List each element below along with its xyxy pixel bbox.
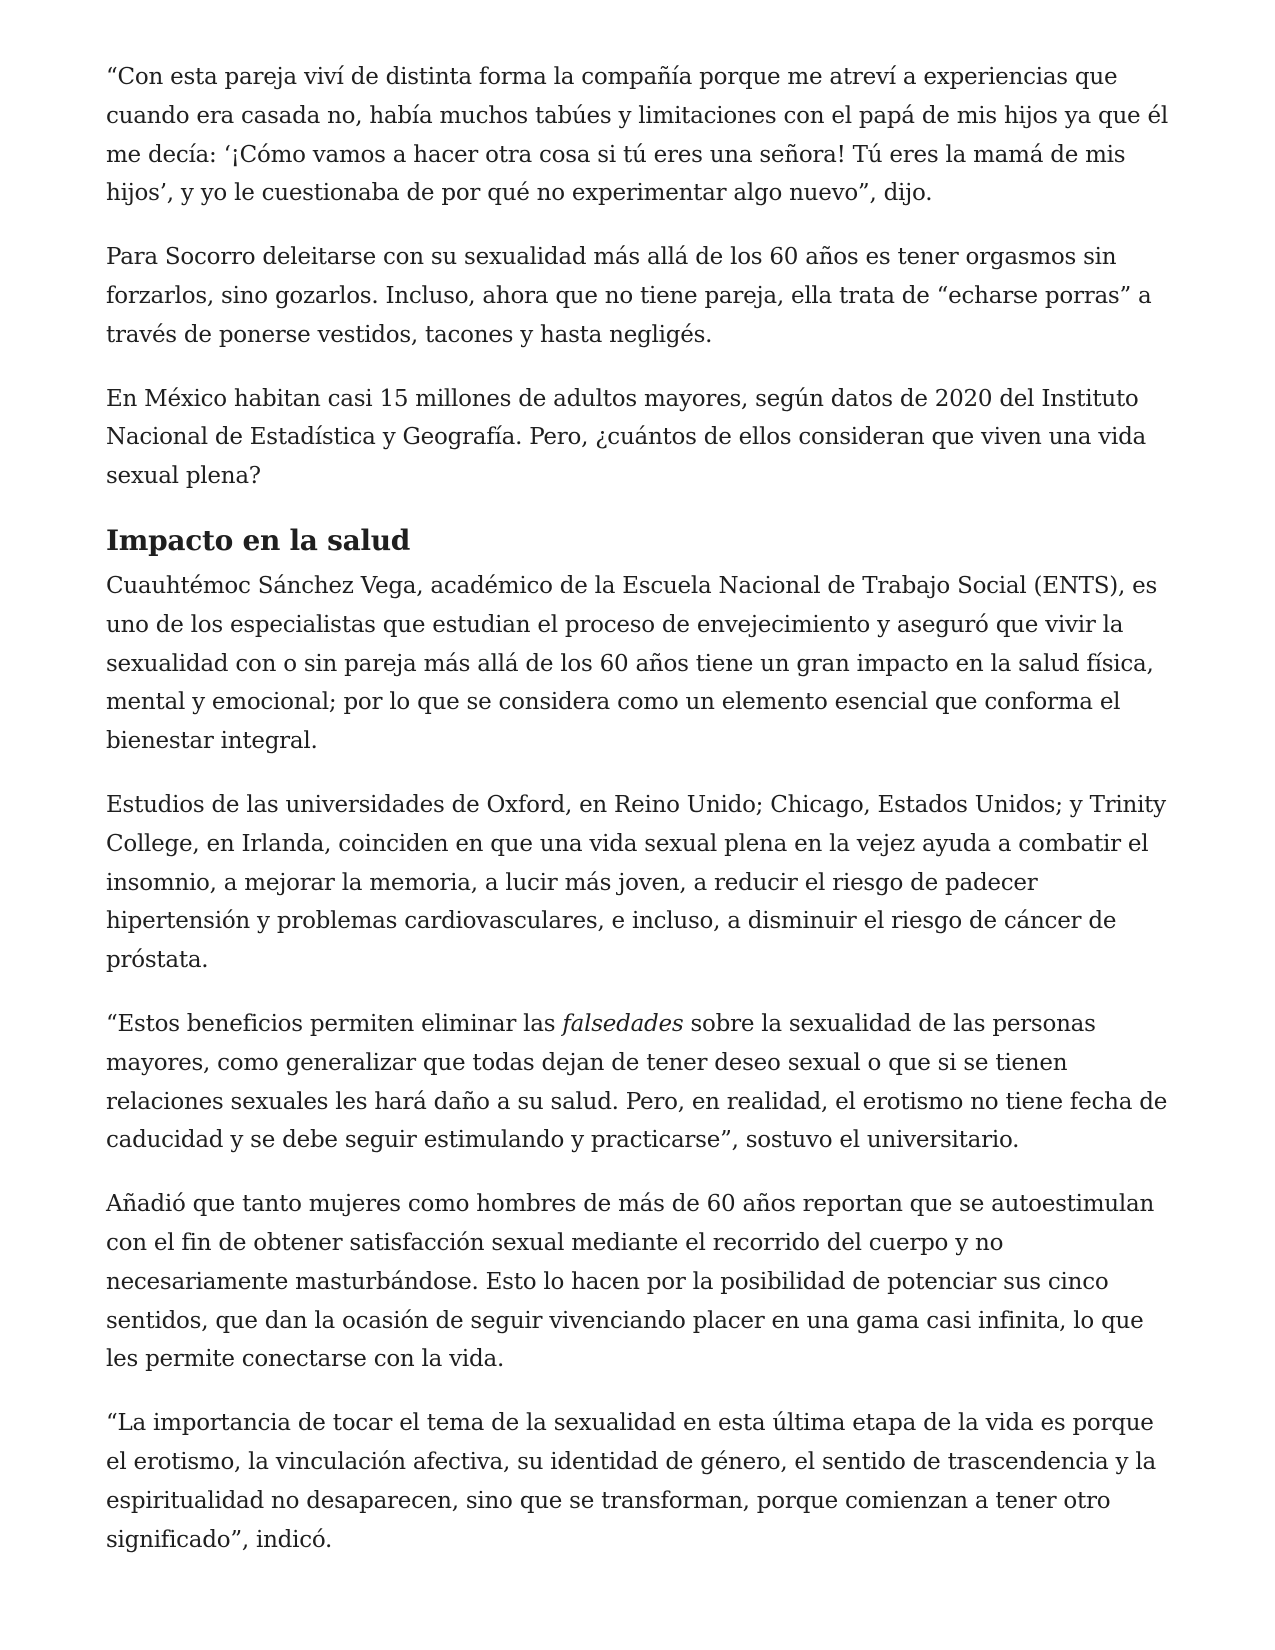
section-heading: Impacto en la salud xyxy=(106,523,411,557)
paragraph-importance-quote: “La importancia de tocar el tema de la sexualidad en esta última etapa de la vida es porque el erotismo, la vinculación afectiva, su identidad de género, el sentido de trascendencia y la espiritualidad no desaparecen, sino que se transforman, porque comienzan a tener otro significado”, indicó. xyxy=(106,1410,1156,1553)
paragraph-mexico-statistics: En México habitan casi 15 millones de adultos mayores, según datos de 2020 del Instituto Nacional de Estadística y Geografía. Pero, ¿cuántos de ellos consideran que viven una vida sexual plena? xyxy=(106,385,1147,490)
article-body xyxy=(106,58,1174,1584)
paragraph-quote-experiences: “Con esta pareja viví de distinta forma la compañía porque me atreví a experiencias que cuando era casada no, había muchos tabúes y limitaciones con el papá de mis hijos ya que él me decía: ‘¡Cómo vamos a hacer otra cosa si tú eres una señora! Tú eres la mamá de mis hijos’, y yo le cuestionaba de por qué no experimentar algo nuevo”, dijo. xyxy=(106,64,1168,207)
paragraph-socorro: Para Socorro deleitarse con su sexualidad más allá de los 60 años es tener orgasmos sin forzarlos, sino gozarlos. Incluso, ahora que no tiene pareja, ella trata de “echarse porras” a través de ponerse vestidos, tacones y hasta negligés. xyxy=(106,244,1152,348)
paragraph-self-stimulation: Añadió que tanto mujeres como hombres de más de 60 años reportan que se autoestimulan con el fin de obtener satisfacción sexual mediante el recorrido del cuerpo y no necesariamente masturbándose. Esto lo hacen por la posibilidad de potenciar sus cinco sentidos, que dan la ocasión de seguir vivenciando placer en una gama casi infinita, lo que les permite conectarse con la vida. xyxy=(106,1191,1155,1373)
paragraph-benefits-quote xyxy=(106,1005,1174,1160)
paragraph-sanchez-vega: Cuauhtémoc Sánchez Vega, académico de la Escuela Nacional de Trabajo Social (ENTS), es uno de los especialistas que estudian el proceso de envejecimiento y aseguró que vivir la sexualidad con o sin pareja más allá de los 60 años tiene un gran impacto en la salud física, mental y emocional; por lo que se considera como un elemento esencial que conforma el bienestar integral. xyxy=(106,572,1158,755)
benefits-quote-italic: falsedades xyxy=(562,1010,684,1037)
benefits-quote-start: “Estos beneficios permiten eliminar las xyxy=(106,1010,563,1037)
benefits-quote-end: sobre la sexualidad de las personas mayores, como generalizar que todas dejan de tener deseo sexual o que si se tienen relaciones sexuales les hará daño a su salud. Pero, en realidad, el erotismo no tiene fecha de caducidad y se debe seguir estimulando y practicarse”, sostuvo el universitario. xyxy=(106,1010,1168,1154)
paragraph-studies: Estudios de las universidades de Oxford, en Reino Unido; Chicago, Estados Unidos; y Trinity College, en Irlanda, coinciden en que una vida sexual plena en la vejez ayuda a combatir el insomnio, a mejorar la memoria, a lucir más joven, a reducir el riesgo de padecer hipertensión y problemas cardiovasculares, e incluso, a disminuir el riesgo de cáncer de próstata. xyxy=(106,791,1166,974)
